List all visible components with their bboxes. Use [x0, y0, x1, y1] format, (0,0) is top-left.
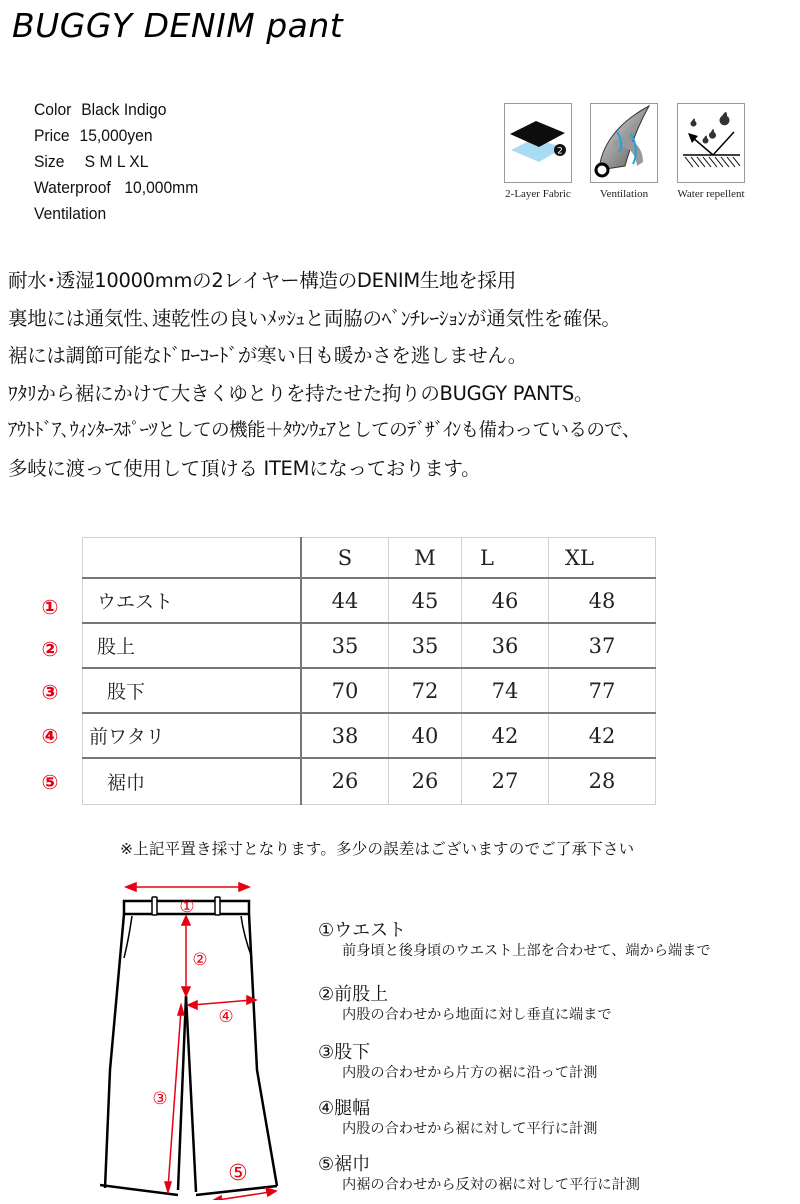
spec-waterproof: Waterproof 10,000mm — [34, 178, 199, 197]
spec-ventilation: Ventilation — [34, 204, 107, 223]
spec-size: Size S M L XL — [34, 152, 149, 171]
cell: 72 — [389, 668, 462, 713]
cell: 46 — [462, 578, 549, 623]
svg-text:①: ① — [179, 897, 195, 917]
spec-list — [34, 97, 198, 227]
legend-item-thigh: ④腿幅 内股の合わせから裾に対して平行に計測 — [318, 1098, 598, 1137]
water-repellent-icon — [677, 103, 745, 183]
cell: 40 — [389, 713, 462, 758]
cell: 48 — [549, 578, 656, 623]
header-blank — [83, 538, 302, 579]
row-marker-4: ④ — [41, 724, 59, 748]
description-line: 耐水･透湿10000mmの2レイヤー構造のDENIM生地を採用 — [8, 269, 516, 292]
row-label-rise: 股上 — [83, 623, 302, 668]
description-line: 裏地には通気性､速乾性の良いﾒｯｼｭと両脇のﾍﾞﾝﾁﾚｰｼｮﾝが通気性を確保。 — [8, 306, 621, 330]
cell: 38 — [301, 713, 389, 758]
description-line: 多岐に渡って使用して頂ける ITEMになっております。 — [8, 456, 481, 480]
header-size-xl: XL — [549, 538, 656, 579]
cell: 26 — [301, 758, 389, 804]
cell: 36 — [462, 623, 549, 668]
cell: 37 — [549, 623, 656, 668]
header-size-l: L — [462, 538, 549, 579]
spec-color: Color Black Indigo — [34, 100, 167, 119]
row-marker-5: ⑤ — [41, 770, 59, 794]
product-description — [8, 262, 640, 487]
feature-ventilation: Ventilation — [590, 103, 658, 200]
cell: 42 — [549, 713, 656, 758]
measurement-note: ※上記平置き採寸となります。多少の誤差はございますのでご了承下さい — [120, 840, 635, 858]
table-row — [83, 758, 656, 804]
description-line: ｱｳﾄﾄﾞｱ､ｳｨﾝﾀｰｽﾎﾟｰﾂとしての機能＋ﾀｳﾝｳｪｱとしてのﾃﾞｻﾞｲﾝも備わっているので、 — [8, 420, 640, 441]
row-marker-2: ② — [41, 637, 59, 661]
two-layer-fabric-icon — [504, 103, 572, 183]
legend-item-front-rise: ②前股上 内股の合わせから地面に対し垂直に端まで — [318, 984, 612, 1023]
svg-text:⑤: ⑤ — [228, 1161, 248, 1186]
product-title: BUGGY DENIM pant — [12, 6, 344, 45]
ventilation-icon — [590, 103, 658, 183]
pants-outline-icon — [100, 870, 300, 1200]
row-label-inseam: 股下 — [83, 668, 302, 713]
cell: 42 — [462, 713, 549, 758]
description-line: ﾜﾀﾘから裾にかけて大きくゆとりを持たせた拘りのBUGGY PANTS。 — [8, 381, 594, 405]
cell: 45 — [389, 578, 462, 623]
legend-item-inseam: ③股下 内股の合わせから片方の裾に沿って計測 — [318, 1042, 598, 1081]
cell: 28 — [549, 758, 656, 804]
pants-measurement-diagram — [100, 870, 300, 1200]
cell: 70 — [301, 668, 389, 713]
table-header-row — [83, 538, 656, 579]
cell: 74 — [462, 668, 549, 713]
svg-text:②: ② — [192, 950, 208, 970]
table-row — [83, 713, 656, 758]
svg-text:③: ③ — [152, 1089, 168, 1109]
row-marker-3: ③ — [41, 680, 59, 704]
svg-text:2: 2 — [557, 146, 563, 157]
description-line: 裾には調節可能なﾄﾞﾛｰｺｰﾄﾞが寒い日も暖かさを逃しません。 — [8, 344, 527, 367]
cell: 77 — [549, 668, 656, 713]
row-label-thigh: 前ワタリ — [83, 713, 302, 758]
header-size-m: M — [389, 538, 462, 579]
cell: 35 — [389, 623, 462, 668]
cell: 44 — [301, 578, 389, 623]
legend-item-waist: ①ウエスト 前身頃と後身頃のウエスト上部を合わせて、端から端まで — [318, 920, 711, 959]
cell: 26 — [389, 758, 462, 804]
feature-water-repellent: Water repellent — [677, 103, 745, 200]
table-row — [83, 578, 656, 623]
svg-text:④: ④ — [218, 1007, 234, 1027]
size-chart-table — [82, 537, 656, 805]
row-marker-1: ① — [41, 595, 59, 619]
feature-two-layer: 2 2-Layer Fabric — [504, 103, 572, 200]
spec-price: Price 15,000yen — [34, 126, 153, 145]
cell: 35 — [301, 623, 389, 668]
row-label-waist: ウエスト — [83, 578, 302, 623]
row-label-hem: 裾巾 — [83, 758, 302, 804]
legend-item-hem: ⑤裾巾 内裾の合わせから反対の裾に対して平行に計測 — [318, 1154, 640, 1193]
table-row — [83, 668, 656, 713]
cell: 27 — [462, 758, 549, 804]
header-size-s: S — [301, 538, 389, 579]
table-row — [83, 623, 656, 668]
